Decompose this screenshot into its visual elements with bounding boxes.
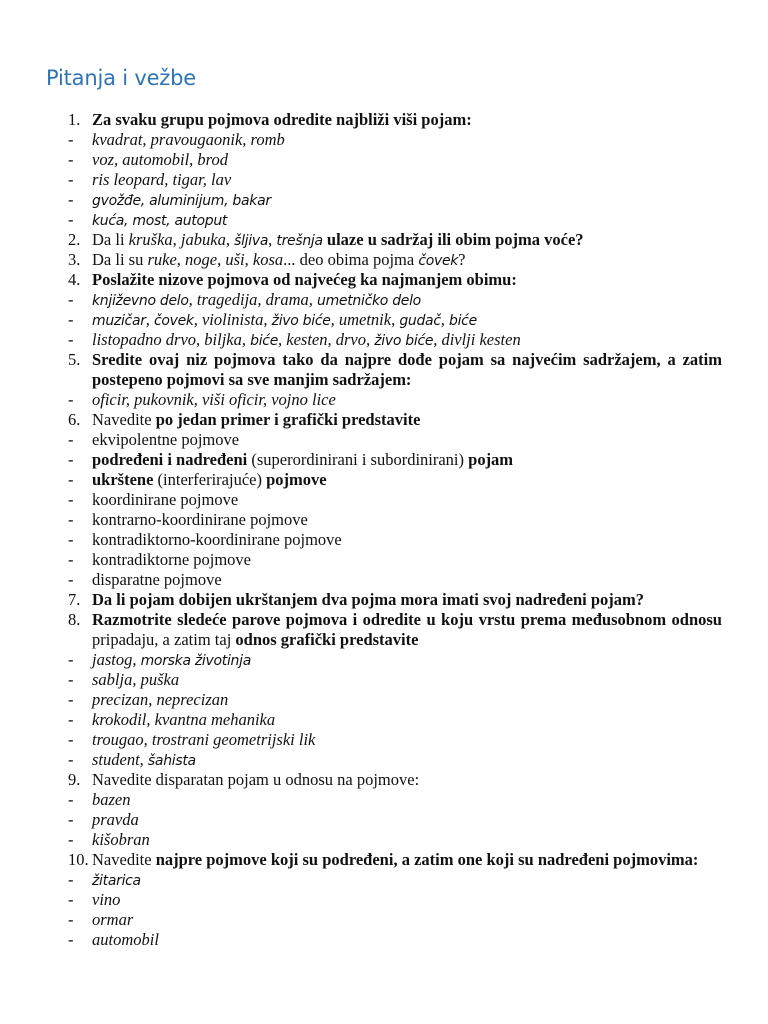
item-text xyxy=(92,230,722,251)
item-text xyxy=(92,790,722,810)
text-segment: kvadrat, pravougaonik, romb xyxy=(92,130,285,149)
text-segment: krokodil xyxy=(92,710,147,729)
dash-bullet: - xyxy=(68,430,74,449)
item-text xyxy=(92,850,722,870)
text-segment: uši xyxy=(225,250,245,269)
text-segment: , xyxy=(172,230,181,249)
text-segment: Navedite disparatan pojam u odnosu na pojmove: xyxy=(92,770,420,789)
dash-bullet: - xyxy=(68,730,74,749)
item-text xyxy=(92,290,722,311)
text-segment: , xyxy=(391,310,400,329)
dash-bullet: - xyxy=(68,870,74,889)
dash-bullet: - xyxy=(68,490,74,509)
item-text xyxy=(92,610,722,650)
dash-bullet: - xyxy=(68,650,74,669)
sub-item xyxy=(0,130,768,150)
text-segment: drama xyxy=(265,290,309,309)
text-segment: umetničko delo xyxy=(317,293,421,309)
text-segment: , xyxy=(262,390,272,409)
question-number: 8. xyxy=(68,610,81,629)
sub-item xyxy=(0,210,768,230)
text-segment: kontrarno-koordinirane pojmove xyxy=(92,510,308,529)
sub-item xyxy=(0,710,768,730)
text-segment: , xyxy=(244,250,253,269)
text-segment: živo biće xyxy=(271,313,331,329)
sub-item xyxy=(0,430,768,450)
text-segment: biće xyxy=(449,313,477,329)
item-text xyxy=(92,890,722,910)
dash-bullet: - xyxy=(68,390,74,409)
text-segment: kvantna mehanika xyxy=(154,710,276,729)
text-segment: , xyxy=(139,750,148,769)
item-text xyxy=(92,930,722,950)
text-segment: ? xyxy=(458,250,466,269)
question-number: 5. xyxy=(68,350,81,369)
text-segment: , xyxy=(176,250,186,269)
text-segment: ruke xyxy=(147,250,177,269)
text-segment: po jedan primer i grafički predstavite xyxy=(155,410,421,429)
item-text xyxy=(92,170,722,190)
item-text xyxy=(92,730,722,750)
item-text xyxy=(92,310,722,331)
text-segment: , xyxy=(193,390,202,409)
sub-item xyxy=(0,890,768,910)
text-segment: automobil xyxy=(92,930,159,949)
sub-item xyxy=(0,490,768,510)
sub-item xyxy=(0,550,768,570)
text-segment: tragedija xyxy=(196,290,258,309)
text-segment: jabuka xyxy=(180,230,226,249)
text-segment: kesten xyxy=(286,330,328,349)
item-text xyxy=(92,910,722,930)
text-segment: Da li su xyxy=(92,250,148,269)
text-segment: Razmotrite sledeće parove pojmova i odredite u koju vrstu prema međusobnom odnosu xyxy=(92,610,722,629)
item-text xyxy=(92,530,722,550)
text-segment: koordinirane pojmove xyxy=(92,490,239,509)
dash-bullet: - xyxy=(68,670,74,689)
dash-bullet: - xyxy=(68,530,74,549)
text-segment: Navedite xyxy=(92,410,156,429)
text-segment: bazen xyxy=(92,790,131,809)
text-segment: , xyxy=(308,290,317,309)
dash-bullet: - xyxy=(68,810,74,829)
question-item xyxy=(0,770,768,790)
text-segment: biljka xyxy=(204,330,242,349)
dash-bullet: - xyxy=(68,510,74,529)
dash-bullet: - xyxy=(68,790,74,809)
dash-bullet: - xyxy=(68,570,74,589)
question-number: 7. xyxy=(68,590,81,609)
text-segment: šljiva xyxy=(234,233,269,249)
item-text xyxy=(92,470,722,490)
text-segment: , xyxy=(257,290,266,309)
sub-item xyxy=(0,830,768,850)
text-segment: , xyxy=(132,670,141,689)
text-segment: , xyxy=(146,710,155,729)
item-text xyxy=(92,110,722,130)
question-number: 2. xyxy=(68,230,81,249)
item-text xyxy=(92,510,722,530)
text-segment: , xyxy=(241,330,251,349)
text-segment: kruška xyxy=(128,230,173,249)
dash-bullet: - xyxy=(68,170,74,189)
text-segment: sablja xyxy=(92,670,133,689)
text-segment: podređeni i nadređeni xyxy=(92,450,248,469)
dash-bullet: - xyxy=(68,150,74,169)
text-segment: , xyxy=(132,650,141,669)
text-segment: ris leopard, tigar, lav xyxy=(92,170,232,189)
item-text xyxy=(92,450,722,470)
text-segment: Za svaku grupu pojmova odredite najbliži viši pojam: xyxy=(92,110,472,129)
text-segment: pojam xyxy=(468,450,514,469)
question-item xyxy=(0,350,768,390)
text-segment: trostrani geometrijski lik xyxy=(151,730,316,749)
item-text xyxy=(92,750,722,771)
text-segment: drvo xyxy=(335,330,366,349)
text-segment: neprecizan xyxy=(156,690,229,709)
text-segment: , xyxy=(188,290,197,309)
item-text xyxy=(92,570,722,590)
dash-bullet: - xyxy=(68,290,74,309)
dash-bullet: - xyxy=(68,190,74,209)
text-segment: književno delo xyxy=(92,293,189,309)
sub-item xyxy=(0,290,768,310)
sub-item xyxy=(0,910,768,930)
question-item xyxy=(0,610,768,650)
text-segment: šahista xyxy=(147,753,196,769)
text-segment: kuća, most, autoput xyxy=(92,213,228,229)
text-segment: violinista xyxy=(201,310,264,329)
text-segment: pravda xyxy=(92,810,139,829)
dash-bullet: - xyxy=(68,690,74,709)
sub-item xyxy=(0,570,768,590)
dash-bullet: - xyxy=(68,550,74,569)
text-segment: biće xyxy=(250,333,279,349)
sub-item xyxy=(0,330,768,350)
text-segment: , xyxy=(327,330,336,349)
text-segment: (interferirajuće) xyxy=(153,470,267,489)
item-text xyxy=(92,870,722,891)
text-segment: gudač xyxy=(399,313,441,329)
item-text xyxy=(92,350,722,390)
dash-bullet: - xyxy=(68,830,74,849)
text-segment: Da li xyxy=(92,230,129,249)
text-segment: jastog xyxy=(92,650,133,669)
question-item xyxy=(0,270,768,290)
text-segment: ukrštene xyxy=(92,470,154,489)
sub-item xyxy=(0,310,768,330)
sub-item xyxy=(0,730,768,750)
item-text xyxy=(92,670,722,690)
item-text xyxy=(92,330,722,351)
text-segment: Navedite xyxy=(92,850,156,869)
question-item xyxy=(0,230,768,250)
question-item xyxy=(0,250,768,270)
text-segment: , xyxy=(268,230,277,249)
item-text xyxy=(92,390,722,410)
text-segment: ekvipolentne pojmove xyxy=(92,430,240,449)
sub-item xyxy=(0,650,768,670)
text-segment: odnos grafički predstavite xyxy=(235,630,419,649)
item-text xyxy=(92,490,722,510)
text-segment: ormar xyxy=(92,910,134,929)
text-segment: kontradiktorno-koordinirane pojmove xyxy=(92,530,342,549)
text-segment: voz, automobil, brod xyxy=(92,150,228,169)
sub-item xyxy=(0,190,768,210)
page-title: Pitanja i vežbe xyxy=(46,66,196,90)
item-text xyxy=(92,590,722,610)
dash-bullet: - xyxy=(68,130,74,149)
text-segment: trougao xyxy=(92,730,144,749)
text-segment: najpre pojmove koji su podređeni, a zatim one koji su nadređeni pojmovima: xyxy=(155,850,699,869)
text-segment: , xyxy=(145,310,154,329)
item-text xyxy=(92,810,722,830)
question-number: 9. xyxy=(68,770,81,789)
text-segment: čovek xyxy=(153,313,194,329)
text-segment: vino xyxy=(92,890,121,909)
text-segment: morska životinja xyxy=(140,653,251,669)
text-segment: student xyxy=(92,750,140,769)
text-segment: pripadaju, a zatim taj xyxy=(92,630,236,649)
item-text xyxy=(92,250,722,271)
sub-item xyxy=(0,510,768,530)
item-text xyxy=(92,150,722,170)
question-number: 10. xyxy=(68,850,89,869)
text-segment: Sredite ovaj niz pojmova tako da najpre dođe pojam sa najvećim sadržajem, a zatim postepeno pojmovi sa sve manjim sadržajem: xyxy=(92,350,722,389)
item-text xyxy=(92,430,722,450)
question-number: 3. xyxy=(68,250,81,269)
text-segment: , xyxy=(330,310,339,329)
text-segment: umetnik xyxy=(338,310,392,329)
sub-item xyxy=(0,390,768,410)
item-text xyxy=(92,210,722,231)
text-segment: disparatne pojmove xyxy=(92,570,222,589)
dash-bullet: - xyxy=(68,930,74,949)
question-item xyxy=(0,110,768,130)
text-segment: puška xyxy=(140,670,180,689)
text-segment: trešnja xyxy=(276,233,323,249)
sub-item xyxy=(0,750,768,770)
question-number: 1. xyxy=(68,110,81,129)
text-segment: , xyxy=(148,690,157,709)
text-segment: kosa xyxy=(252,250,284,269)
dash-bullet: - xyxy=(68,210,74,229)
question-item xyxy=(0,850,768,870)
dash-bullet: - xyxy=(68,310,74,329)
text-segment: oficir xyxy=(92,390,126,409)
dash-bullet: - xyxy=(68,750,74,769)
text-segment: , xyxy=(433,330,442,349)
question-number: 6. xyxy=(68,410,81,429)
sub-item xyxy=(0,790,768,810)
text-segment: , xyxy=(263,310,272,329)
sub-item xyxy=(0,870,768,890)
text-segment: , xyxy=(217,250,226,269)
text-segment: ... deo obima pojma xyxy=(283,250,419,269)
question-number: 4. xyxy=(68,270,81,289)
text-segment: , xyxy=(125,390,135,409)
dash-bullet: - xyxy=(68,710,74,729)
sub-item xyxy=(0,450,768,470)
text-segment: , xyxy=(440,310,449,329)
item-text xyxy=(92,830,722,850)
dash-bullet: - xyxy=(68,470,74,489)
text-segment: , xyxy=(225,230,235,249)
sub-item xyxy=(0,150,768,170)
text-segment: listopadno drvo xyxy=(92,330,197,349)
sub-item xyxy=(0,930,768,950)
text-segment: pukovnik xyxy=(134,390,194,409)
question-item xyxy=(0,410,768,430)
text-segment: divlji kesten xyxy=(441,330,521,349)
text-segment: Da li pojam dobijen ukrštanjem dva pojma mora imati svoj nadređeni pojam? xyxy=(92,590,645,609)
text-segment: , xyxy=(196,330,205,349)
sub-item xyxy=(0,470,768,490)
item-text xyxy=(92,550,722,570)
item-text xyxy=(92,270,722,290)
dash-bullet: - xyxy=(68,330,74,349)
item-text xyxy=(92,190,722,211)
dash-bullet: - xyxy=(68,890,74,909)
text-segment: Poslažite nizove pojmova od najvećeg ka najmanjem obimu: xyxy=(92,270,517,289)
text-segment: , xyxy=(193,310,202,329)
dash-bullet: - xyxy=(68,450,74,469)
text-segment: (superordinirani i subordinirani) xyxy=(247,450,469,469)
question-item xyxy=(0,590,768,610)
sub-item xyxy=(0,810,768,830)
text-segment: muzičar xyxy=(92,313,146,329)
text-segment: čovek xyxy=(418,253,459,269)
item-text xyxy=(92,410,722,430)
item-text xyxy=(92,130,722,150)
dash-bullet: - xyxy=(68,910,74,929)
sub-item xyxy=(0,530,768,550)
text-segment: noge xyxy=(185,250,218,269)
text-segment: pojmove xyxy=(266,470,327,489)
text-segment: gvožđe, aluminijum, bakar xyxy=(92,193,271,209)
text-segment: živo biće xyxy=(374,333,434,349)
text-segment: viši oficir xyxy=(201,390,263,409)
item-text xyxy=(92,690,722,710)
question-list xyxy=(0,110,768,950)
text-segment: , xyxy=(278,330,287,349)
text-segment: , xyxy=(143,730,152,749)
sub-item xyxy=(0,690,768,710)
item-text xyxy=(92,770,722,790)
text-segment: precizan xyxy=(92,690,149,709)
text-segment: kontradiktorne pojmove xyxy=(92,550,252,569)
text-segment: , xyxy=(366,330,375,349)
item-text xyxy=(92,710,722,730)
text-segment: ulaze u sadržaj ili obim pojma voće? xyxy=(322,230,584,249)
text-segment: kišobran xyxy=(92,830,150,849)
item-text xyxy=(92,650,722,671)
sub-item xyxy=(0,170,768,190)
sub-item xyxy=(0,670,768,690)
text-segment: vojno lice xyxy=(271,390,336,409)
text-segment: žitarica xyxy=(92,873,141,889)
